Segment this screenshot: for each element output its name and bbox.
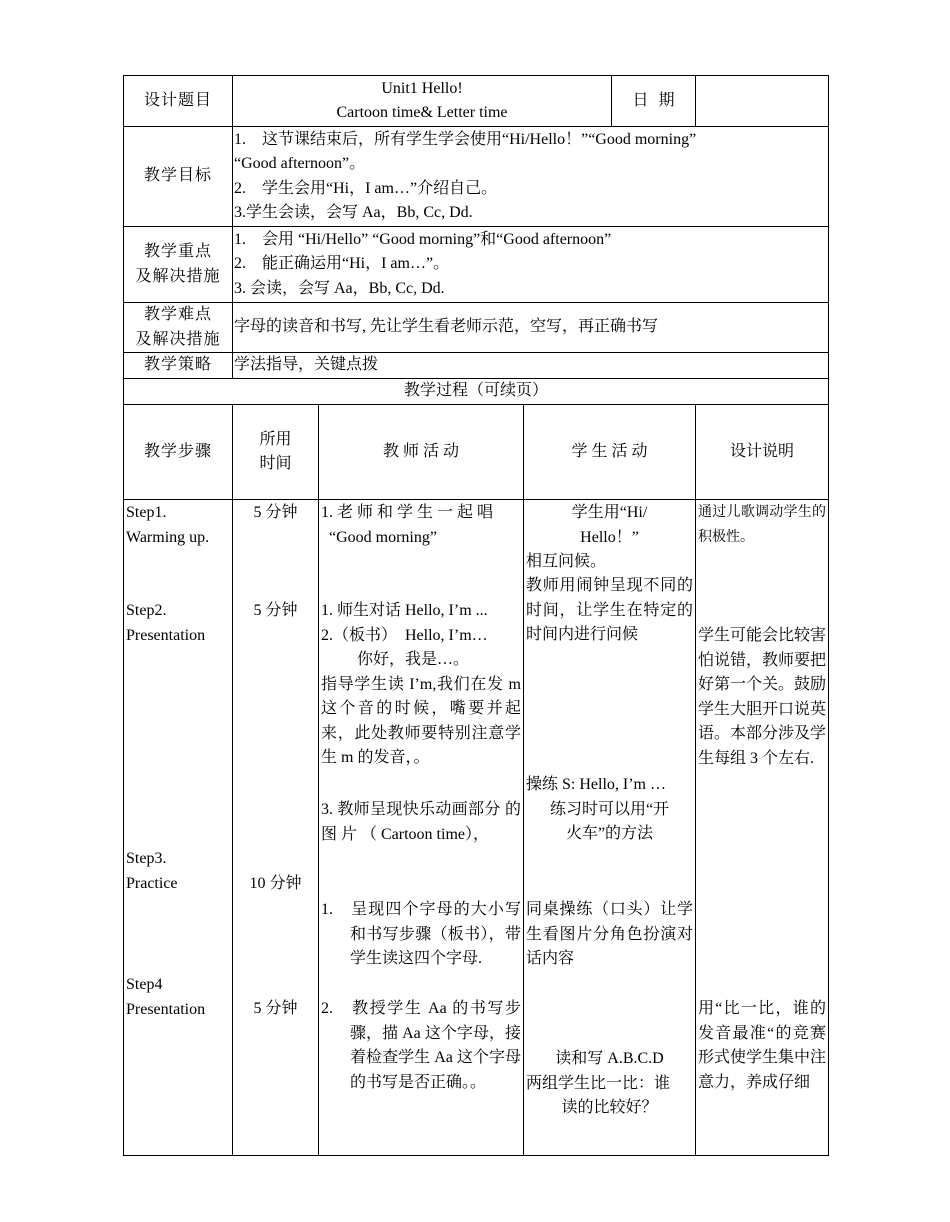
- lesson-plan-table: [123, 75, 829, 405]
- key-point-line: 1. 会用 “Hi/Hello” “Good morning”和“Good afternoon”: [234, 230, 612, 248]
- design-notes-column: [696, 500, 829, 1156]
- step-name: Warming up.: [126, 528, 210, 546]
- key-point-line: 2. 能正确运用“Hi，I am…”。: [234, 255, 450, 273]
- objective-line: 2. 学生会用“Hi，I am…”介绍自己。: [234, 179, 498, 197]
- step-name: Presentation: [126, 626, 206, 644]
- key-points-label: [124, 227, 233, 303]
- step-label: Step1.: [126, 504, 167, 521]
- step-name: Presentation: [126, 1000, 206, 1018]
- time-step-2: 5 分钟: [253, 602, 298, 619]
- col-header-time-line: 所用: [259, 430, 292, 448]
- student-activity-5: [526, 1047, 693, 1121]
- design-note-3: 用“比一比，谁的发音最准“的竞赛形式使学生集中注意力，养成仔细: [698, 1000, 826, 1091]
- process-title: 教学过程（可续页）: [124, 379, 829, 405]
- title-label: 设计题目: [124, 76, 233, 127]
- key-points-label-line: 教学重点: [143, 243, 212, 260]
- teacher-activity-line: 1. 老 师 和 学 生 一 起 唱: [321, 504, 494, 521]
- teacher-activity-4: 1. 呈现四个字母的大小写和书写步骤（板书），带学生读这四个字母.: [321, 901, 521, 967]
- step-label: Step3.: [126, 850, 167, 867]
- date-label: [612, 76, 696, 127]
- col-header-teacher: 教 师 活 动: [319, 405, 524, 500]
- strategy-content: 学法指导，关键点拨: [233, 353, 829, 379]
- col-header-step: 教学步骤: [124, 405, 233, 500]
- design-note-1: 通过儿歌调动学生的积极性。: [698, 505, 826, 545]
- difficulties-label: [124, 303, 233, 353]
- steps-column: [124, 500, 233, 1156]
- student-activity-line: Hello！”: [580, 528, 639, 546]
- teacher-activity-paragraph: 指导学生读 I’m,我们在发 m 这个音的时候，嘴要并起来，此处教师要特别注意学生 m 的发音，。: [321, 675, 521, 766]
- teacher-activity-2: [321, 599, 521, 771]
- step-4: [126, 973, 230, 1022]
- teacher-activity-column: [319, 500, 524, 1156]
- student-activity-line: 读的比较好？: [561, 1099, 658, 1116]
- lesson-title: [233, 76, 612, 127]
- objective-line: 3.学生会读，会写 Aa，Bb, Cc, Dd.: [234, 204, 473, 221]
- process-table: [123, 404, 829, 1156]
- difficulties-label-line: 教学难点: [143, 306, 212, 323]
- teacher-activity-line: 你好，我是…。: [357, 651, 470, 668]
- student-activity-line: 练习时可以用“开: [549, 800, 670, 818]
- time-step-3: 10 分钟: [249, 875, 302, 892]
- teacher-activity-line: 2.（板书） Hello, I’m…: [321, 626, 488, 644]
- student-activity-line: 读和写 A.B.C.D: [555, 1050, 664, 1067]
- lesson-plan-page: [123, 75, 828, 1156]
- step-2: [126, 599, 230, 648]
- objectives-label: 教学目标: [124, 127, 233, 227]
- lesson-title-line2: Cartoon time& Letter time: [336, 104, 508, 121]
- col-header-time-line: 时间: [259, 455, 292, 472]
- student-activity-line: 火车”的方法: [565, 825, 654, 842]
- step-3: [126, 847, 230, 896]
- student-activity-line: 两组学生比一比：谁: [526, 1074, 671, 1092]
- student-activity-column: [524, 500, 696, 1156]
- step-label: Step4: [126, 976, 163, 993]
- student-activity-2: 教师用闹钟呈现不同的时间，让学生在特定的时间内进行问候: [526, 577, 693, 643]
- objective-line: “Good afternoon”。: [234, 155, 366, 172]
- col-header-design: 设计说明: [696, 405, 829, 500]
- teacher-activity-5: 2. 教授学生 Aa 的书写步骤，描 Aa 这个字母，接着检查学生 Aa 这个字母的书写是否正确。。: [321, 1000, 521, 1091]
- date-value: [696, 76, 829, 127]
- student-activity-4: 同桌操练（口头）让学生看图片分角色扮演对话内容: [526, 901, 693, 967]
- student-activity-line: 学生用“Hi/: [571, 504, 648, 521]
- teacher-activity-line: “Good morning”: [329, 528, 437, 546]
- step-1: [126, 501, 230, 550]
- student-activity-line: 操练 S: Hello, I’m …: [526, 776, 666, 793]
- strategy-label: 教学策略: [124, 353, 233, 379]
- teacher-activity-1: [321, 501, 521, 550]
- student-activity-line: 相互问候。: [526, 553, 607, 570]
- col-header-time: [233, 405, 319, 500]
- time-step-4: 5 分钟: [253, 1000, 298, 1017]
- difficulties-label-line: 及解决措施: [135, 330, 221, 348]
- design-note-2: 学生可能会比较害怕说错，教师要把好第一个关。鼓励学生大胆开口说英语。本部分涉及学生每组 3 个左右.: [698, 627, 827, 767]
- step-label: Step2.: [126, 602, 167, 619]
- student-activity-1: [526, 501, 693, 575]
- teacher-activity-line: 1. 师生对话 Hello, I’m ...: [321, 602, 488, 619]
- teacher-activity-3: 3. 教师呈现快乐动画部分 的 图 片 （ Cartoon time），: [321, 801, 521, 843]
- objectives-content: [233, 127, 829, 227]
- difficulties-content: 字母的读音和书写, 先让学生看老师示范，空写，再正确书写: [233, 303, 829, 353]
- objective-line: 1. 这节课结束后，所有学生学会使用“Hi/Hello！”“Good morning”: [234, 130, 697, 148]
- time-column: [233, 500, 319, 1156]
- lesson-title-line1: Unit1 Hello!: [381, 79, 463, 97]
- student-activity-3: [526, 773, 693, 847]
- key-points-content: [233, 227, 829, 303]
- date-label-text: 日 期: [632, 91, 675, 109]
- key-points-label-line: 及解决措施: [135, 267, 221, 285]
- col-header-student: 学 生 活 动: [524, 405, 696, 500]
- step-name: Practice: [126, 874, 178, 892]
- key-point-line: 3. 会读，会写 Aa，Bb, Cc, Dd.: [234, 279, 445, 297]
- time-step-1: 5 分钟: [253, 504, 298, 521]
